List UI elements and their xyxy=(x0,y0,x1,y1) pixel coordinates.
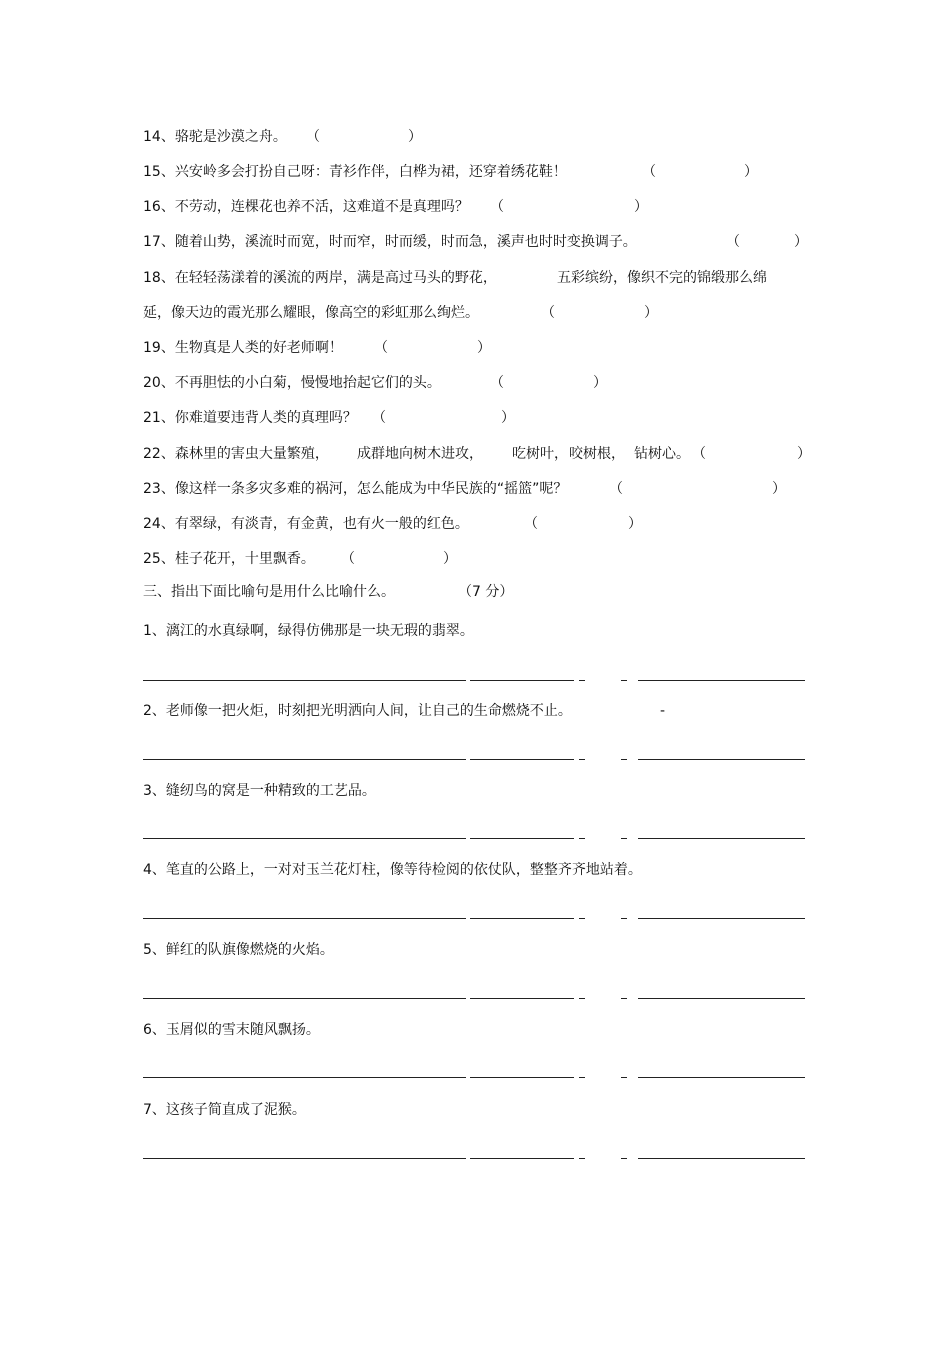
simile-text: 7、这孩子简直成了泥猴。 xyxy=(143,1102,306,1118)
simile-3 xyxy=(0,781,950,801)
simile-text: 5、鲜红的队旗像燃烧的火焰。 xyxy=(143,942,334,958)
answer-paren-close: ） xyxy=(634,199,648,215)
answer-paren-close: ） xyxy=(408,129,422,145)
question-text-cont: 延，像天边的霞光那么耀眼，像高空的彩虹那么绚烂。 xyxy=(143,305,479,321)
question-23 xyxy=(0,479,950,499)
question-15 xyxy=(0,162,950,182)
simile-6 xyxy=(0,1020,950,1040)
simile-2 xyxy=(0,701,950,721)
answer-paren-open: （ xyxy=(372,410,386,426)
simile-text: 3、缝纫鸟的窝是一种精致的工艺品。 xyxy=(143,783,376,799)
section-3-heading xyxy=(0,582,950,602)
simile-text: 2、老师像一把火炬，时刻把光明洒向人间，让自己的生命燃烧不止。 xyxy=(143,703,572,719)
answer-paren-close: ） xyxy=(501,410,515,426)
simile-5 xyxy=(0,940,950,960)
simile-text: 1、漓江的水真绿啊，绿得仿佛那是一块无瑕的翡翠。 xyxy=(143,623,474,639)
question-21 xyxy=(0,408,950,428)
answer-paren-open: （ xyxy=(374,340,388,356)
answer-paren-close: ） xyxy=(744,164,758,180)
question-text: 24、有翠绿，有淡青，有金黄，也有火一般的红色。 xyxy=(143,516,469,532)
answer-paren-open: （ xyxy=(642,164,656,180)
question-24 xyxy=(0,514,950,534)
question-25 xyxy=(0,549,950,569)
question-text-cont: 五彩缤纷，像织不完的锦缎那么绵 xyxy=(557,270,767,286)
question-text-cont: 咬树根， xyxy=(569,446,625,462)
question-16 xyxy=(0,197,950,217)
section-title: 三、指出下面比喻句是用什么比喻什么。 xyxy=(143,584,395,600)
answer-paren-open: （ xyxy=(524,516,538,532)
question-18 xyxy=(0,268,950,288)
simile-7 xyxy=(0,1100,950,1120)
answer-paren-close: ） xyxy=(628,516,642,532)
answer-paren-open: （ xyxy=(541,305,555,321)
question-text: 18、在轻轻荡漾着的溪流的两岸，满是高过马头的野花， xyxy=(143,270,497,286)
question-text: 23、像这样一条多灾多难的祸河，怎么能成为中华民族的“摇篮”呢？ xyxy=(143,481,568,497)
answer-paren-close: ） xyxy=(593,375,607,391)
question-17 xyxy=(0,232,950,252)
stray-mark: - xyxy=(660,703,666,719)
answer-paren-open: （ xyxy=(490,375,504,391)
answer-paren-close: ） xyxy=(794,234,808,250)
answer-paren-open: （ xyxy=(306,129,320,145)
question-text: 25、桂子花开，十里飘香。 xyxy=(143,551,315,567)
question-20 xyxy=(0,373,950,393)
answer-paren-open: （ xyxy=(726,234,740,250)
question-text-cont: 钻树心。 xyxy=(634,446,690,462)
question-text: 16、不劳动，连棵花也养不活，这难道不是真理吗？ xyxy=(143,199,469,215)
answer-paren-close: ） xyxy=(644,305,658,321)
question-text: 22、森林里的害虫大量繁殖， xyxy=(143,446,329,462)
section-score: （7 分） xyxy=(458,584,514,600)
question-text: 15、兴安岭多会打扮自己呀：青衫作伴，白桦为裙，还穿着绣花鞋！ xyxy=(143,164,567,180)
answer-paren-open: （ xyxy=(692,446,706,462)
question-22 xyxy=(0,444,950,464)
question-text: 17、随着山势，溪流时而宽，时而窄，时而缓，时而急，溪声也时时变换调子。 xyxy=(143,234,637,250)
answer-paren-close: ） xyxy=(772,481,786,497)
question-19 xyxy=(0,338,950,358)
answer-paren-close: ） xyxy=(477,340,491,356)
question-text: 14、骆驼是沙漠之舟。 xyxy=(143,129,287,145)
question-text: 20、不再胆怯的小白菊，慢慢地抬起它们的头。 xyxy=(143,375,441,391)
answer-paren-close: ） xyxy=(797,446,811,462)
simile-4 xyxy=(0,860,950,880)
simile-text: 4、笔直的公路上，一对对玉兰花灯柱，像等待检阅的依仗队，整整齐齐地站着。 xyxy=(143,862,642,878)
simile-1 xyxy=(0,621,950,641)
question-14 xyxy=(0,127,950,147)
question-text: 19、生物真是人类的好老师啊！ xyxy=(143,340,343,356)
answer-paren-open: （ xyxy=(490,199,504,215)
answer-paren-close: ） xyxy=(443,551,457,567)
answer-paren-open: （ xyxy=(341,551,355,567)
question-text: 21、你难道要违背人类的真理吗？ xyxy=(143,410,357,426)
question-text-cont: 成群地向树木进攻， xyxy=(357,446,483,462)
question-18-line2 xyxy=(0,303,950,323)
simile-text: 6、玉屑似的雪末随风飘扬。 xyxy=(143,1022,320,1038)
question-text-cont: 吃树叶， xyxy=(512,446,568,462)
answer-paren-open: （ xyxy=(609,481,623,497)
